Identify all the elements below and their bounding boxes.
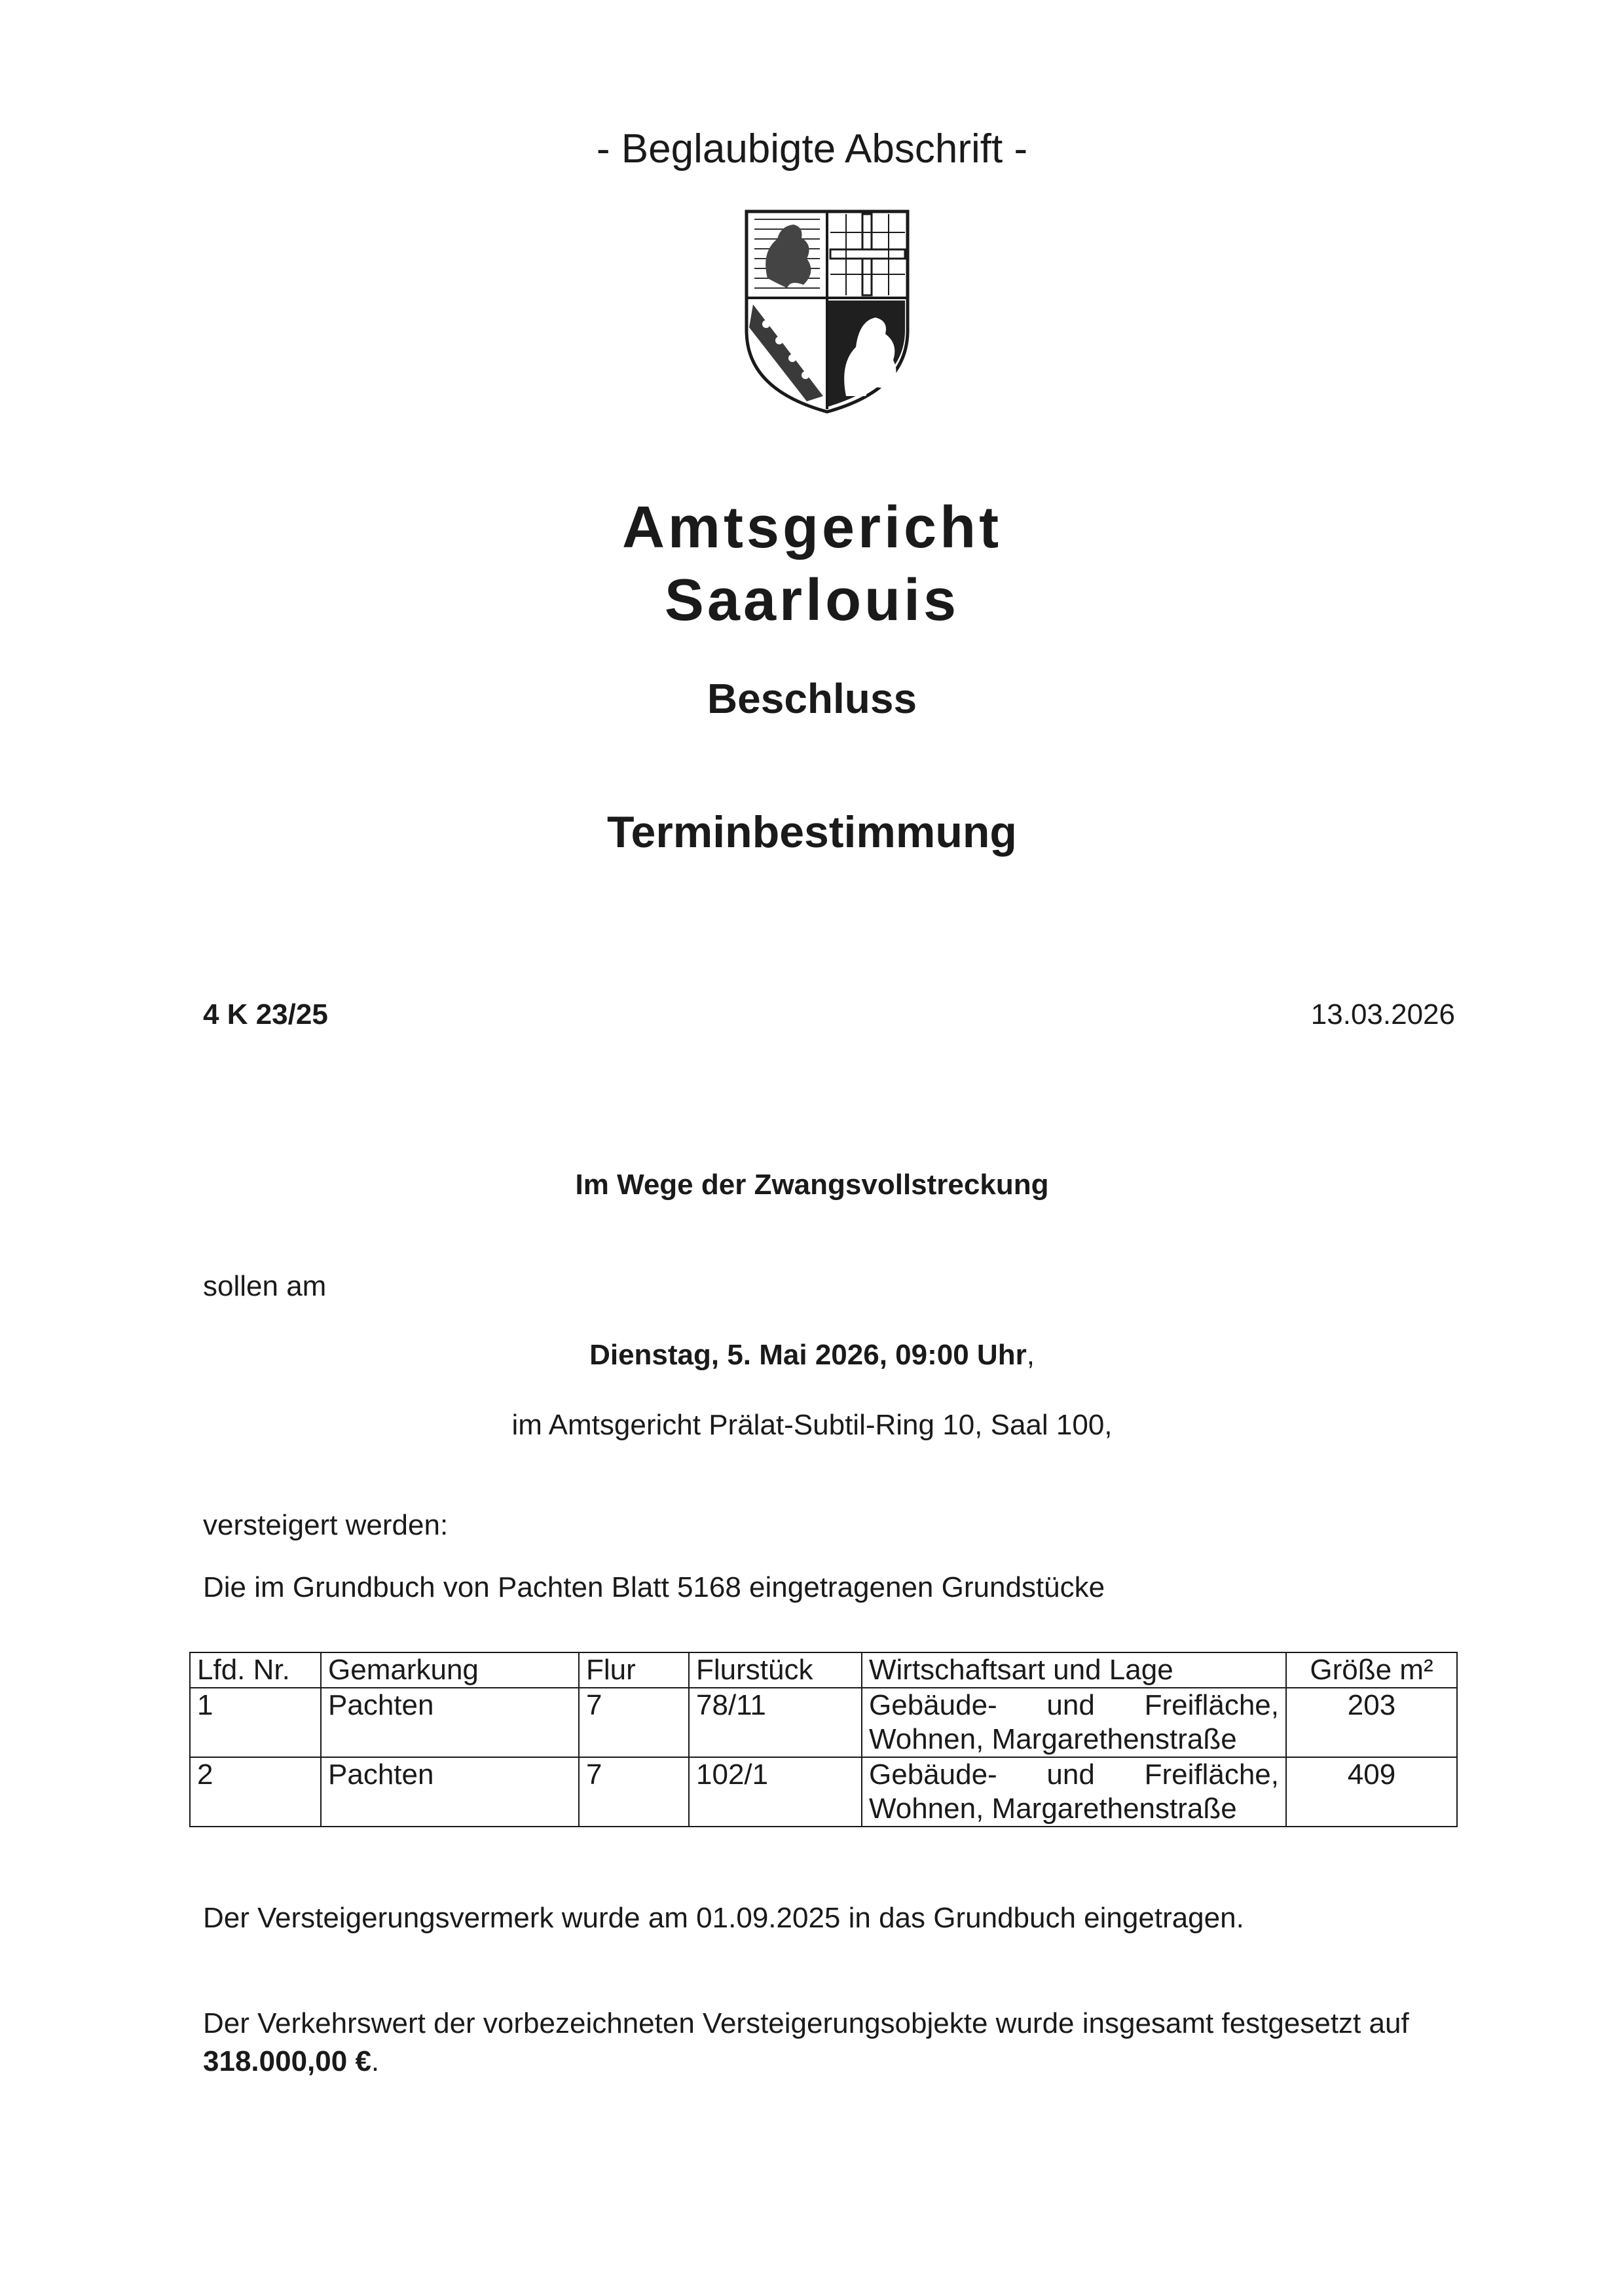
- cell-flur: 7: [579, 1757, 689, 1827]
- cell-wirtschaftsart: Gebäude- und Freifläche, Wohnen, Margarethenstraße: [862, 1757, 1286, 1827]
- auction-date-value: Dienstag, 5. Mai 2026, 09:00 Uhr: [589, 1339, 1027, 1371]
- header-wirtschaftsart: Wirtschaftsart und Lage: [862, 1652, 1286, 1688]
- intro-heading: Im Wege der Zwangsvollstreckung: [575, 1169, 1049, 1201]
- cell-lfd-nr: 1: [190, 1688, 321, 1757]
- vermerk-text: Der Versteigerungsvermerk wurde am 01.09.2025 in das Grundbuch eingetragen.: [203, 1902, 1244, 1934]
- table-header-row: [190, 1652, 1457, 1688]
- auction-place: im Amtsgericht Prälat-Subtil-Ring 10, Saal 100,: [511, 1409, 1113, 1441]
- header-groesse: Größe m²: [1286, 1652, 1457, 1688]
- saarland-coat-of-arms-icon: [741, 206, 913, 417]
- court-location: Saarlouis: [664, 568, 960, 633]
- verkehrswert-paragraph: [203, 2005, 1441, 2081]
- cell-gemarkung: Pachten: [321, 1757, 579, 1827]
- document-subtitle: Terminbestimmung: [607, 807, 1017, 857]
- parcels-table: [189, 1652, 1458, 1827]
- verkehrswert-text: Der Verkehrswert der vorbezeichneten Versteigerungsobjekte wurde insgesamt festgesetzt auf: [203, 2007, 1409, 2039]
- versteigert-text: versteigert werden:: [203, 1509, 449, 1541]
- court-name: Amtsgericht: [621, 495, 1003, 560]
- header-gemarkung: Gemarkung: [321, 1652, 579, 1688]
- header-flurstueck: Flurstück: [689, 1652, 862, 1688]
- cell-gemarkung: Pachten: [321, 1688, 579, 1757]
- document-type: Beschluss: [707, 675, 917, 722]
- certified-copy-note: - Beglaubigte Abschrift -: [596, 126, 1028, 172]
- grundbuch-line: Die im Grundbuch von Pachten Blatt 5168 eingetragenen Grundstücke: [203, 1571, 1105, 1603]
- cell-wirtschaftsart: Gebäude- und Freifläche, Wohnen, Margarethenstraße: [862, 1688, 1286, 1757]
- cell-groesse: 409: [1286, 1757, 1457, 1827]
- header-lfd-nr: Lfd. Nr.: [190, 1652, 321, 1688]
- cell-groesse: 203: [1286, 1688, 1457, 1757]
- cell-flurstueck: 78/11: [689, 1688, 862, 1757]
- verkehrswert-amount: 318.000,00 €: [203, 2045, 371, 2077]
- cell-lfd-nr: 2: [190, 1757, 321, 1827]
- table-row: [190, 1688, 1457, 1757]
- table-row: [190, 1757, 1457, 1827]
- auction-date: [0, 1339, 1624, 1372]
- cell-flurstueck: 102/1: [689, 1757, 862, 1827]
- header-flur: Flur: [579, 1652, 689, 1688]
- case-number: 4 K 23/25: [203, 998, 328, 1030]
- sollen-am-text: sollen am: [203, 1270, 327, 1302]
- cell-flur: 7: [579, 1688, 689, 1757]
- auction-date-suffix: ,: [1026, 1339, 1035, 1371]
- verkehrswert-suffix: .: [371, 2045, 380, 2077]
- document-date: 13.03.2026: [1310, 998, 1455, 1030]
